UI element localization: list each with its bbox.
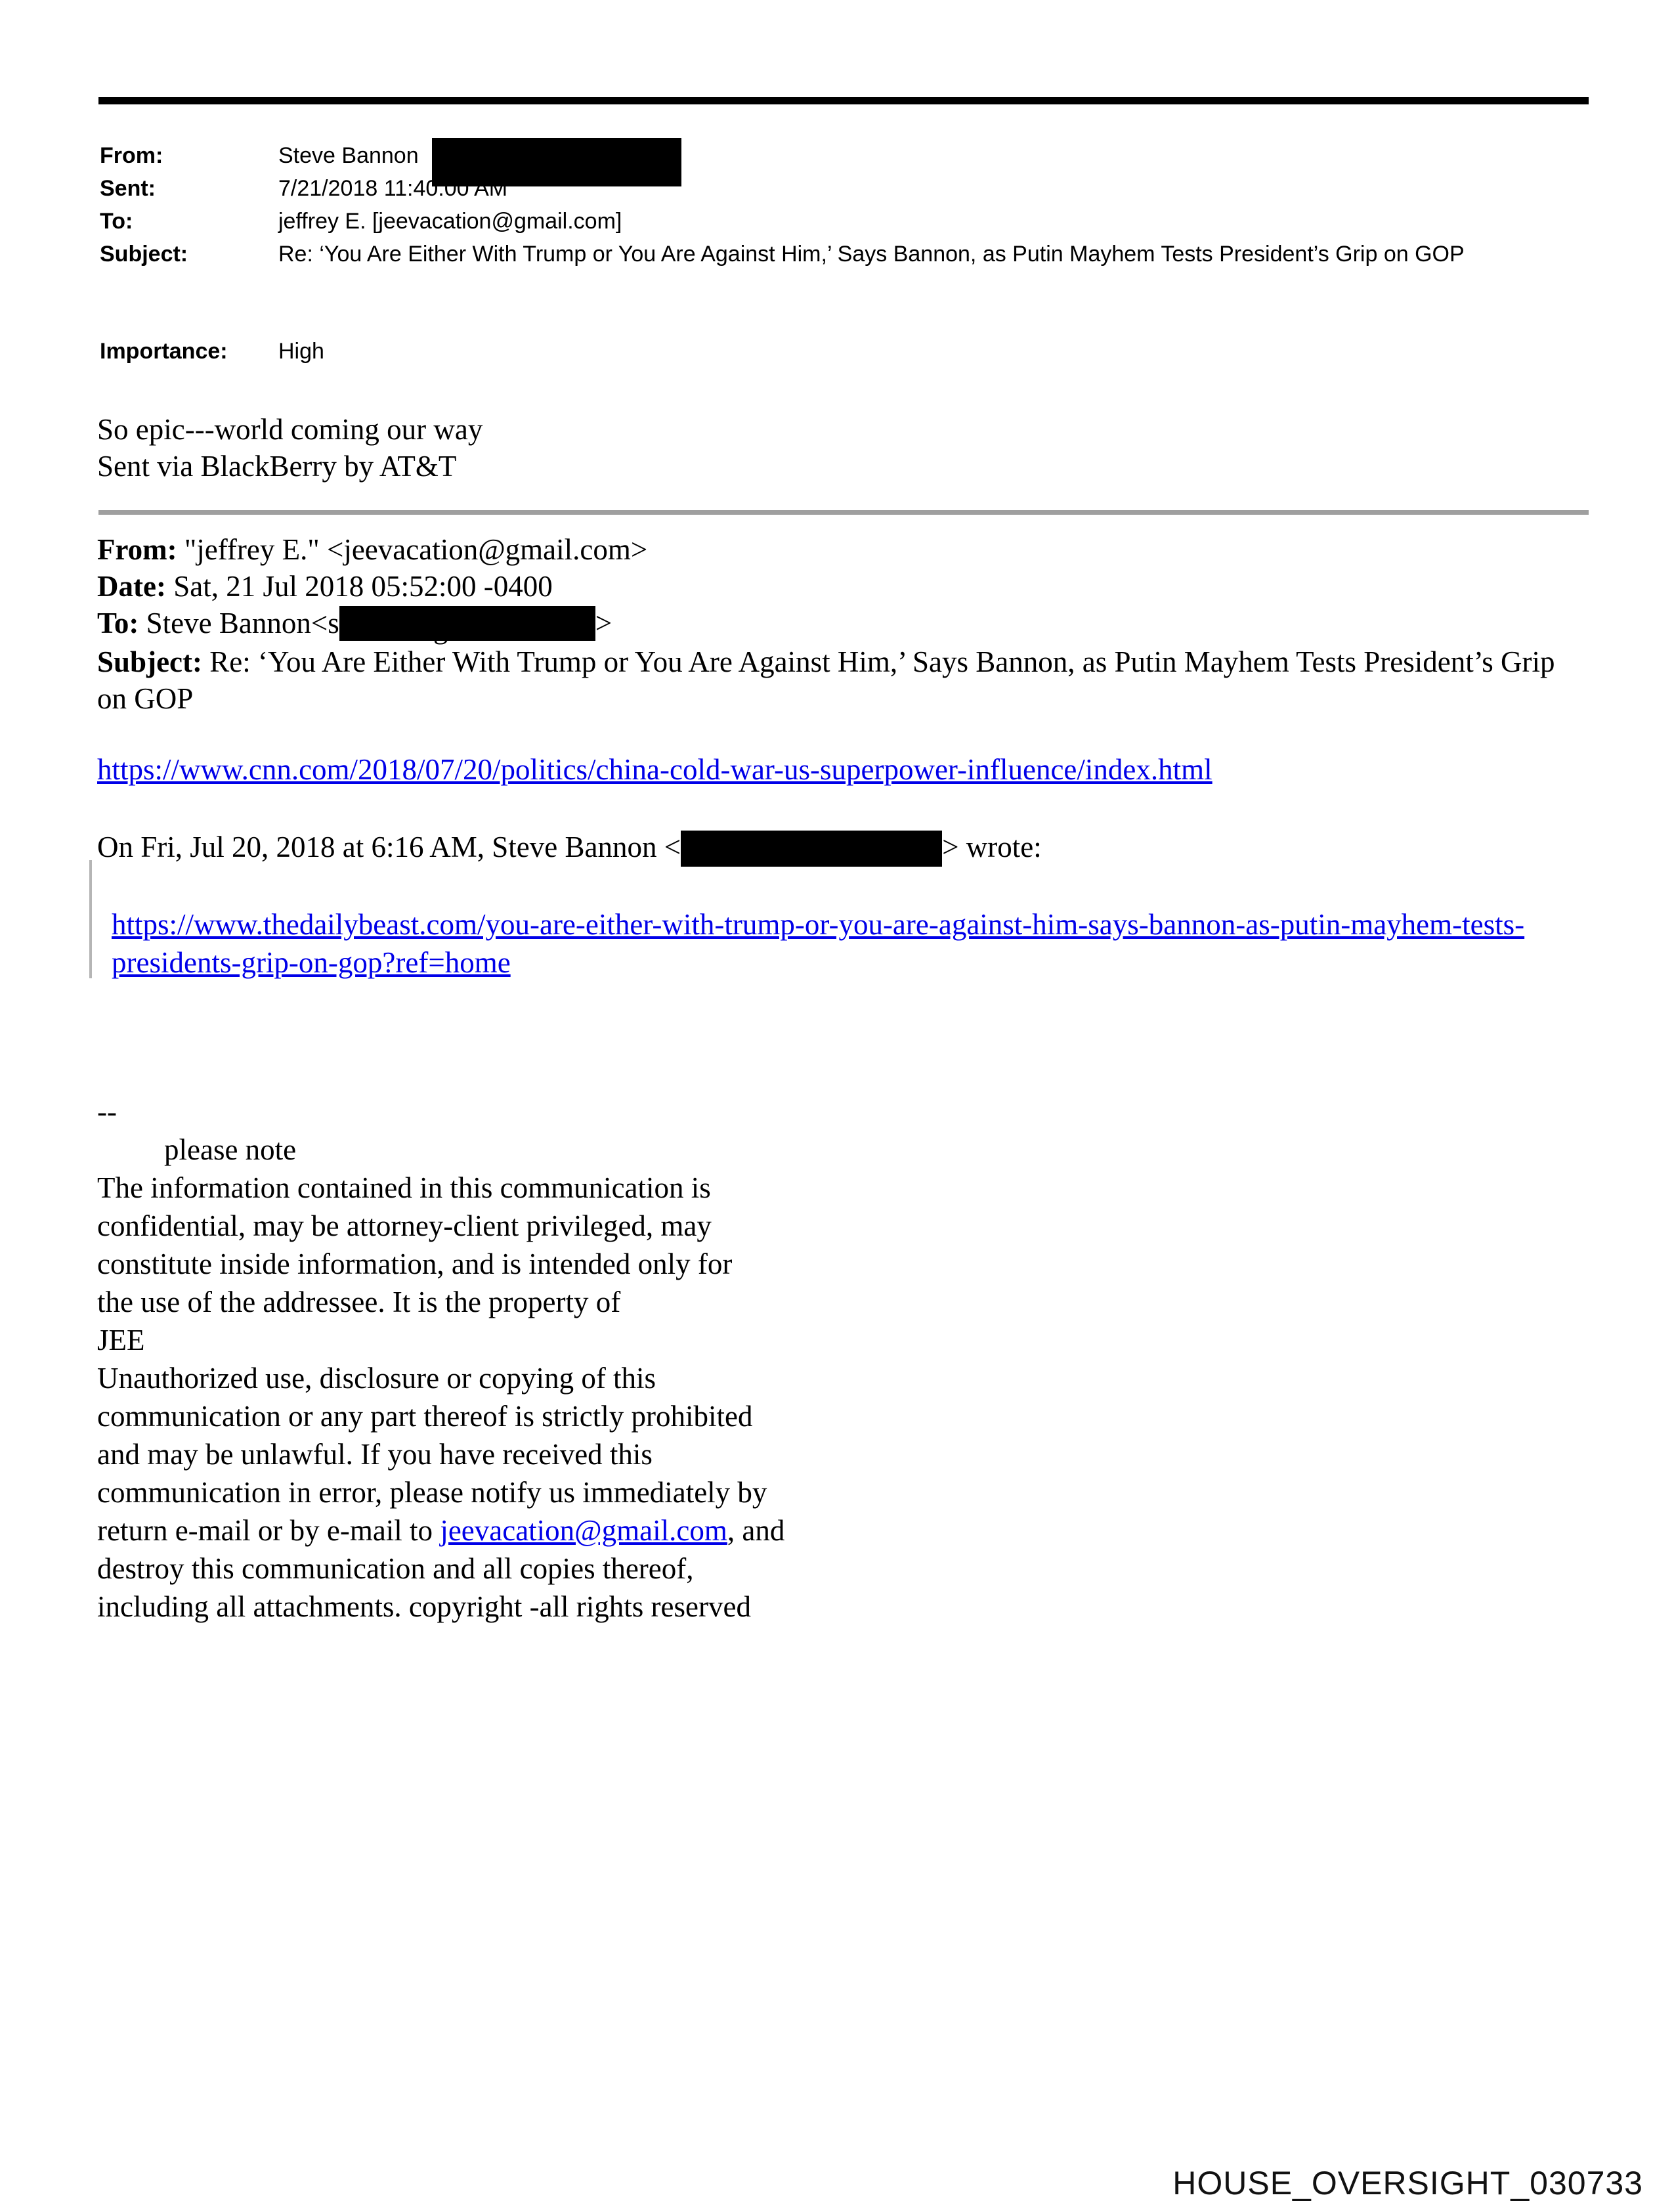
quoted-date-line [97, 568, 1561, 605]
header-row-from [100, 139, 1542, 172]
sent-label: Sent: [100, 176, 156, 201]
message-body [97, 411, 483, 485]
disclaimer-line: the use of the addressee. It is the property of [97, 1286, 621, 1318]
disclaimer-line: Unauthorized use, disclosure or copying of this [97, 1362, 656, 1395]
quoted-subject-value: Re: ‘You Are Either With Trump or You Are Against Him,’ Says Bannon, as Putin Mayhem Tests President’s Grip on GOP [97, 645, 1555, 716]
subject-value: Re: ‘You Are Either With Trump or You Are Against Him,’ Says Bannon, as Putin Mayhem Tests President’s Grip on GOP [278, 242, 1465, 267]
attribution-prefix: On Fri, Jul 20, 2018 at 6:16 AM, Steve Bannon < [97, 831, 681, 863]
disclaimer-line: destroy this communication and all copies thereof, [97, 1552, 694, 1585]
from-label: From: [100, 143, 163, 168]
importance-label: Importance: [100, 339, 228, 364]
quoted-from-line [97, 531, 1561, 568]
redaction-bar-to-address [339, 606, 595, 641]
quoted-to-value-suffix: > [595, 607, 612, 640]
quoted-subject-label: Subject: [97, 645, 202, 679]
disclaimer-line: constitute inside information, and is intended only for [97, 1247, 733, 1280]
header-row-to [100, 205, 1542, 238]
header-top-rule [98, 97, 1589, 104]
cnn-link[interactable]: https://www.cnn.com/2018/07/20/politics/china-cold-war-us-superpower-influence/index.html [97, 753, 1213, 786]
signature-dashes: -- [97, 1095, 117, 1128]
quoted-subject-line [97, 643, 1561, 717]
email-line-prefix: return e-mail or by e-mail to [97, 1514, 440, 1547]
disclaimer-lines-end [97, 1550, 1016, 1626]
redaction-bar-bannon-address [681, 831, 942, 867]
disclaimer-line: and may be unlawful. If you have received this [97, 1438, 653, 1471]
disclaimer-line: communication or any part thereof is strictly prohibited [97, 1400, 753, 1433]
quoted-from-label: From: [97, 533, 177, 566]
to-label: To: [100, 209, 133, 234]
quoted-message-divider [98, 510, 1589, 515]
disclaimer-line: communication in error, please notify us immediately by [97, 1476, 767, 1509]
bates-number: HOUSE_OVERSIGHT_030733 [1172, 2165, 1643, 2201]
body-line-2: Sent via BlackBerry by AT&T [97, 450, 457, 483]
disclaimer-line: The information contained in this communication is [97, 1171, 711, 1204]
dailybeast-link[interactable]: https://www.thedailybeast.com/you-are-either-with-trump-or-you-are-against-him-says-bannon-as-putin-mayhem-tests-presidents-grip-on-gop?ref=home [112, 908, 1525, 979]
quoted-from-value: "jeffrey E." <jeevacation@gmail.com> [184, 533, 648, 566]
quoted-to-label: To: [97, 607, 139, 640]
signature-block [97, 1093, 1016, 1626]
sent-value: 7/21/2018 11:40:00 AM [278, 176, 508, 201]
blockquote-content [112, 905, 1556, 982]
quoted-email-header [97, 531, 1561, 717]
quoted-date-value: Sat, 21 Jul 2018 05:52:00 -0400 [173, 570, 553, 603]
subject-label: Subject: [100, 242, 188, 267]
quoted-date-label: Date: [97, 570, 166, 603]
from-value: Steve Bannon [278, 143, 419, 168]
quoted-to-line [97, 605, 1561, 643]
header-row-importance [100, 335, 1542, 368]
signature-note: please note [164, 1133, 297, 1166]
importance-value: High [278, 339, 324, 364]
body-line-1: So epic---world coming our way [97, 413, 483, 446]
header-row-sent [100, 172, 1542, 205]
quoted-to-value-prefix: Steve Bannon<s [146, 607, 339, 640]
email-line-suffix: , and [727, 1514, 785, 1547]
disclaimer-line: JEE [97, 1324, 145, 1356]
reply-attribution-line [97, 829, 1574, 868]
attribution-suffix: > wrote: [942, 831, 1042, 863]
disclaimer-email-line [97, 1511, 1016, 1550]
disclaimer-line: including all attachments. copyright -all rights reserved [97, 1590, 751, 1623]
to-value: jeffrey E. [jeevacation@gmail.com] [278, 209, 622, 234]
cnn-link-line [97, 751, 1541, 788]
signature-email-link[interactable]: jeevacation@gmail.com [440, 1514, 727, 1547]
disclaimer-line: confidential, may be attorney-client privileged, may [97, 1209, 712, 1242]
blockquote-bar [89, 860, 92, 978]
header-row-subject [100, 238, 1542, 271]
disclaimer-lines [97, 1169, 1016, 1511]
